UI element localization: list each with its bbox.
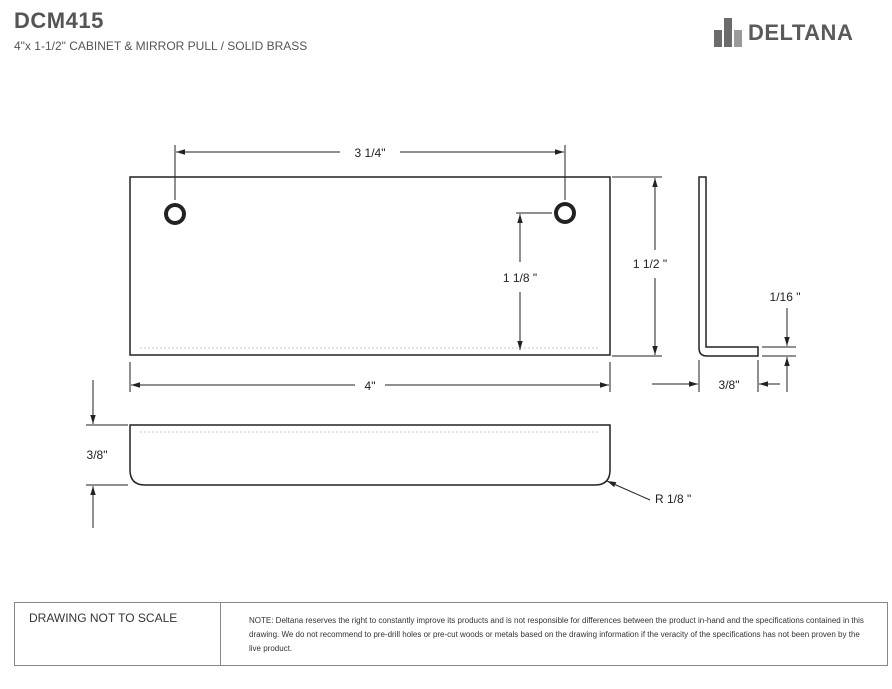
svg-text:3/8": 3/8" <box>86 448 108 462</box>
brand-name: DELTANA <box>748 20 854 45</box>
dimension-length <box>130 362 610 393</box>
bottom-view-profile <box>130 425 610 485</box>
svg-text:1/16 ": 1/16 " <box>769 290 801 304</box>
disclaimer-note: NOTE: Deltana reserves the right to constantly improve its products and is not responsible for differences between the product in-hand and the specifications contained in this drawing. We do not recommend to pre-drill holes or pre-cut woods or metals based on the drawing information if the veracity of the specifications has not been proven by the live product. <box>249 616 864 653</box>
dimension-height <box>612 177 667 356</box>
svg-text:R 1/8 ": R 1/8 " <box>655 492 692 506</box>
product-description: 4"x 1-1/2" CABINET & MIRROR PULL / SOLID BRASS <box>14 39 308 53</box>
side-profile <box>699 177 758 356</box>
mounting-hole-right <box>554 202 576 224</box>
dimension-depth-bottom <box>86 380 128 528</box>
svg-text:4": 4" <box>364 379 376 393</box>
dimension-depth-side <box>652 360 780 392</box>
dimension-hole-spacing <box>175 145 565 200</box>
footer-box <box>14 602 888 666</box>
dimension-thickness <box>762 290 800 392</box>
svg-text:3/8": 3/8" <box>718 378 740 392</box>
mounting-hole-left <box>164 203 186 225</box>
scale-notice: DRAWING NOT TO SCALE <box>15 603 221 665</box>
dimension-radius <box>607 481 691 506</box>
dimension-hole-height <box>503 213 552 350</box>
front-view-plate <box>130 177 610 355</box>
model-number: DCM415 <box>14 8 104 33</box>
svg-text:1 1/8 ": 1 1/8 " <box>502 271 538 285</box>
svg-text:1 1/2 ": 1 1/2 " <box>632 257 668 271</box>
svg-text:3 1/4": 3 1/4" <box>354 146 386 160</box>
